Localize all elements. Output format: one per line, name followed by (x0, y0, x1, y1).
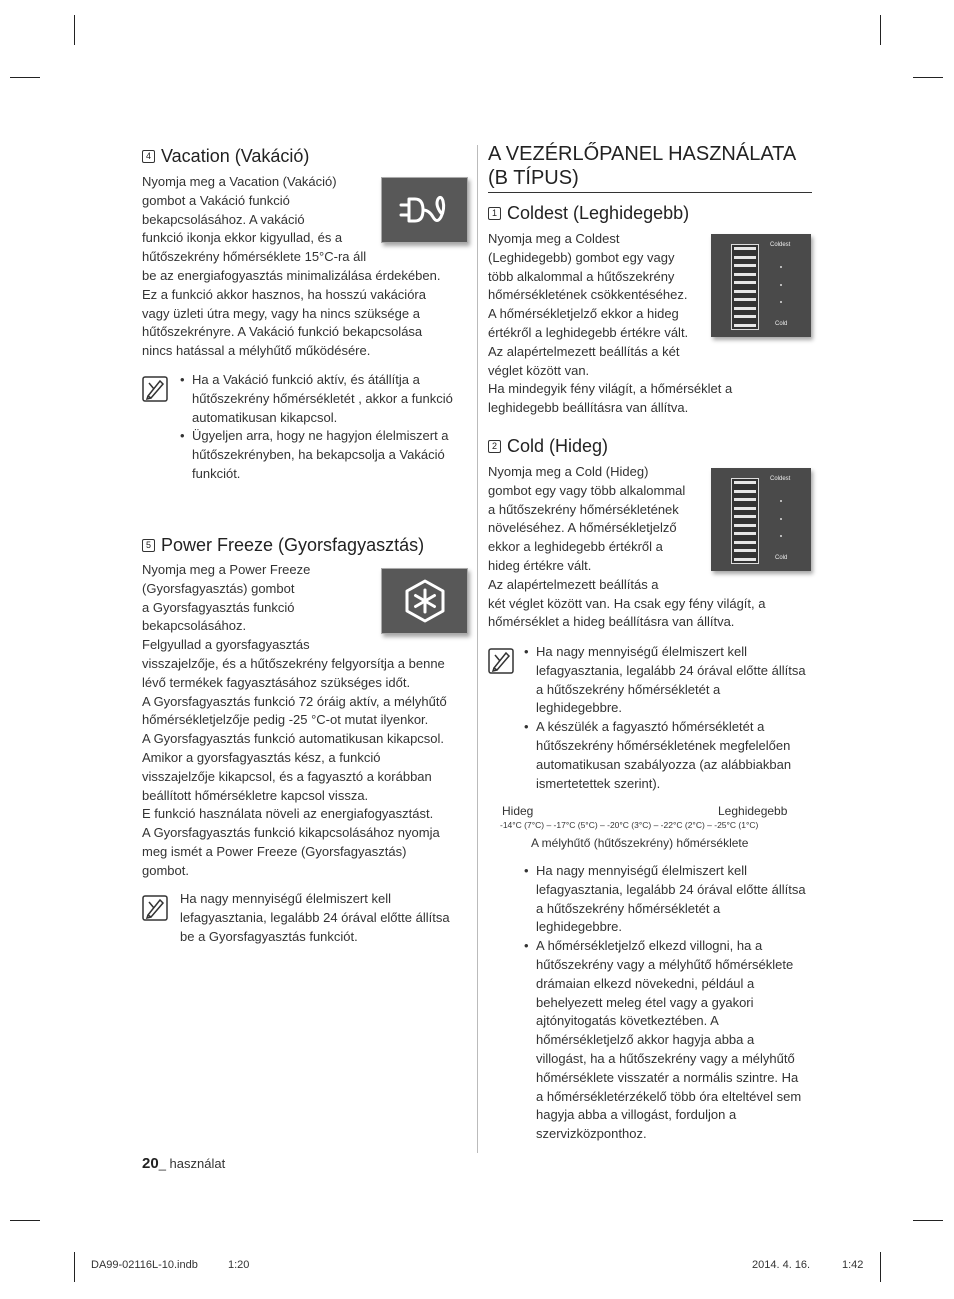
title-line: A VEZÉRLŐPANEL HASZNÁLATA (488, 143, 797, 165)
scale-right-label: Leghidegebb (718, 804, 788, 818)
page-label: _ használat (158, 1156, 226, 1171)
footer-time: 1:42 (842, 1259, 864, 1271)
text-line: Nyomja meg a Power Freeze (142, 562, 311, 577)
indicator-dot (780, 518, 782, 520)
snowflake-icon (402, 578, 448, 624)
crop-mark (880, 1252, 881, 1282)
scale-values: -14°C (7°C) – -17°C (5°C) – -20°C (3°C) – -22°C (2°C) – -25°C (1°C) (500, 820, 759, 830)
power-freeze-icon-box (381, 568, 468, 634)
crop-mark (74, 1252, 75, 1282)
section-number: 2 (488, 440, 501, 453)
text-line: E funkció használata növeli az energiafogyasztást. (142, 806, 434, 822)
text-line: nincs hatással a mélyhűtő működésére. (142, 343, 371, 359)
text-line: meg ismét a Power Freeze (Gyorsfagyasztás) (142, 843, 407, 859)
footer-date: 2014. 4. 16. (752, 1259, 811, 1271)
text-line: Amikor a gyorsfagyasztás kész, a funkció (142, 749, 381, 765)
temperature-panel-coldest (711, 234, 811, 337)
text-line: A Gyorsfagyasztás funkció 72 óráig aktív, a mélyhűtő (142, 693, 447, 709)
coldest-title: Coldest (Leghidegebb) (507, 203, 690, 223)
indicator-dot (780, 301, 782, 303)
vacation-plug-icon (397, 191, 453, 229)
text-line: véglet között van. (488, 362, 590, 378)
text-line: két véglet között van. Ha csak egy fény világít, a (488, 595, 766, 611)
title-line: (B TÍPUS) (488, 167, 579, 189)
text-line: visszajelzője, és a hűtőszekrény felgyorsítja a benne (142, 655, 445, 671)
text-line: vagy üzleti útra megy, vagy ha nincs szüksége a (142, 305, 420, 321)
text-line: ekkor a leghidegebb értékről a (488, 539, 663, 555)
text-line: A Gyorsfagyasztás funkció kikapcsolásához nyomja (142, 825, 440, 841)
crop-mark (913, 1220, 943, 1221)
text-line: hőmérsékletjelzője pedig -25 °C-ot mutat ilyenkor. (142, 712, 429, 728)
text-line: Nyomja meg a Vacation (Vakáció) (142, 174, 337, 189)
text-line: hideg értékre vált. (488, 557, 592, 573)
column-divider (477, 145, 478, 1153)
text-line: Az alapértelmezett beállítás a (488, 576, 659, 592)
text-line: gombot. (142, 862, 189, 878)
text-line: hőmérséklet a hideg beállításra van állítva. (488, 614, 735, 630)
text-line: Nyomja meg a Coldest (488, 231, 620, 246)
temperature-bars (731, 478, 759, 564)
text-line: bekapcsolásához. (142, 618, 247, 634)
section-number: 1 (488, 207, 501, 220)
crop-mark (10, 1220, 40, 1221)
panel-label-top: Coldest (770, 476, 791, 482)
crop-mark (74, 15, 75, 45)
cold-title: Cold (Hideg) (507, 436, 609, 456)
coldest-heading (488, 203, 689, 224)
note-icon (488, 648, 514, 674)
crop-mark (880, 15, 881, 45)
text-line: a hűtőszekrény hőmérsékletének (488, 501, 679, 517)
list-item: • Ügyeljen arra, hogy ne hagyjon élelmiszert a hűtőszekrényben, ha bekapcsolja a Vakáció funkciót. (180, 427, 468, 483)
text-line: Az alapértelmezett beállítás a két (488, 343, 680, 359)
text-line: be az energiafogyasztás minimalizálása érdekében. (142, 267, 441, 283)
scale-caption: A mélyhűtő (hűtőszekrény) hőmérséklete (531, 836, 749, 850)
text-line: több alkalommal a hűtőszekrény (488, 268, 675, 284)
panel-label-top: Coldest (770, 242, 791, 248)
section-number: 4 (142, 150, 155, 163)
panel-label-bottom: Cold (775, 555, 788, 561)
list-item: • Ha a Vakáció funkció aktív, és átállítja a hűtőszekrény hőmérsékletét , akkor a funkció automatikusan kikapcsol. (180, 371, 468, 427)
text-line: hűtőszekrény hőmérséklete 15°C-ra áll (142, 249, 367, 265)
crop-mark (913, 77, 943, 78)
text-line: leghidegebb beállításra van állítva. (488, 400, 689, 416)
text-line: Felgyullad a gyorsfagyasztás (142, 637, 310, 653)
text-line: a Gyorsfagyasztás funkció (142, 599, 295, 615)
text-line: bekapcsolásához. A vakáció (142, 211, 305, 227)
panel-label-bottom: Cold (775, 321, 788, 327)
text-line: Ha mindegyik fény világít, a hőmérséklet a (488, 381, 733, 397)
indicator-dot (780, 535, 782, 537)
text-line: értékről a leghidegebb értékre vált. (488, 324, 689, 340)
note-icon (142, 376, 168, 402)
right-notes-2 (524, 862, 808, 1144)
vacation-notes (180, 371, 468, 484)
right-notes-1 (524, 643, 808, 793)
text-line: Nyomja meg a Cold (Hideg) (488, 464, 649, 479)
note-icon (142, 895, 168, 921)
list-item: • A hőmérsékletjelző elkezd villogni, ha a hűtőszekrény vagy a mélyhűtő hőmérséklete drámaian elkezd növekedni, például a behelyezett meleg étel vagy a gyakori ajtónyitogatás következtében. A hőmérsékletjelző akkor hagyja abba a villogást, ha a hűtőszekrény vagy a mélyhűtő hőmérséklete visszatér a normális szintre. Ha a hőmérsékletérzékelő több óra elteltével sem hagyja abba a villogást, forduljon a szervizközponthoz. (524, 937, 808, 1144)
page-number (142, 1155, 225, 1172)
list-item: • A készülék a fagyasztó hőmérsékletét a hűtőszekrény hőmérsékletének megfelelően automatikusan szabályozza (az alábbiakban ismertetettek szerint). (524, 718, 808, 793)
text-line: A hőmérsékletjelző ekkor a hideg (488, 306, 679, 322)
text-line: hűtőszekrényre. A Vakáció funkció bekapcsolása (142, 324, 423, 340)
scale-left-label: Hideg (502, 804, 534, 818)
section-number: 5 (142, 539, 155, 552)
power-freeze-note: Ha nagy mennyiségű élelmiszert kell lefagyasztania, legalább 24 órával előtte állítsa be a Gyorsfagyasztás funkciót. (180, 891, 450, 944)
power-freeze-heading (142, 535, 424, 556)
list-item: • Ha nagy mennyiségű élelmiszert kell lefagyasztania, legalább 24 órával előtte állítsa a hűtőszekrény hőmérsékletét a leghidegebbre. (524, 643, 808, 718)
vacation-heading (142, 146, 309, 167)
text-line: növeléséhez. A hőmérsékletjelző (488, 520, 677, 536)
text-line: hőmérsékletének csökkentéséhez. (488, 287, 688, 303)
text-line: gombot egy vagy több alkalommal (488, 482, 686, 498)
page-number-value: 20 (142, 1155, 159, 1172)
indicator-dot (780, 500, 782, 502)
text-line: (Gyorsfagyasztás) gombot (142, 580, 295, 596)
text-line: lévő termékek fagyasztásához szükséges időt. (142, 674, 411, 690)
text-line: Ez a funkció akkor hasznos, ha hosszú vakációra (142, 286, 426, 302)
footer-file-page: 1:20 (228, 1259, 250, 1271)
text-line: funkció ikonja ekkor kigyullad, és a (142, 230, 343, 246)
indicator-dot (780, 284, 782, 286)
footer-file: DA99-02116L-10.indb (91, 1259, 198, 1271)
text-line: gombot a Vakáció funkció (142, 192, 290, 208)
list-item: • Ha nagy mennyiségű élelmiszert kell lefagyasztania, legalább 24 órával előtte állítsa a hűtőszekrény hőmérsékletét a leghidegebbre. (524, 862, 808, 937)
power-freeze-title: Power Freeze (Gyorsfagyasztás) (161, 535, 425, 555)
vacation-title: Vacation (Vakáció) (161, 146, 310, 166)
crop-mark (10, 77, 40, 78)
text-line: (Leghidegebb) gombot egy vagy (488, 249, 675, 265)
text-line: A Gyorsfagyasztás funkció automatikusan kikapcsol. (142, 731, 445, 747)
text-line: visszajelzője kikapcsol, és a fagyasztó a korábban (142, 768, 432, 784)
cold-heading (488, 436, 608, 457)
vacation-icon-box (381, 177, 468, 243)
temperature-panel-cold (711, 468, 811, 571)
page-title (488, 142, 812, 193)
temperature-bars (731, 244, 759, 330)
indicator-dot (780, 266, 782, 268)
text-line: beállított hőmérsékletre kapcsol vissza. (142, 787, 369, 803)
